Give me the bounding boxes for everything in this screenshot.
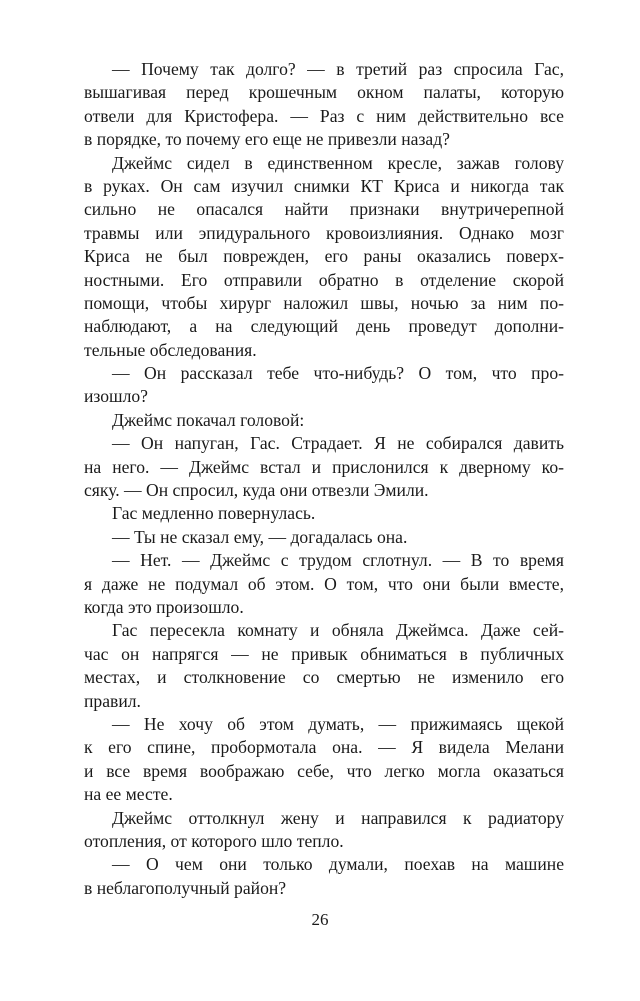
text-line: — Не хочу об этом думать, — прижимаясь щекой — [112, 713, 564, 734]
text-line: — Он напуган, Гас. Страдает. Я не собирался давить — [112, 433, 564, 454]
text-line: наблюдают, а на следующий день проведут дополни- — [84, 316, 564, 337]
text-line: к его спине, пробормотала она. — Я видела Мелани — [84, 737, 564, 758]
page-number: 26 — [311, 910, 329, 929]
text-line: помощи, чтобы хирург наложил швы, ночью за ним по- — [84, 292, 564, 313]
text-line: когда это произошло. — [84, 596, 244, 617]
text-line: и все время воображаю себе, что легко могла оказаться — [84, 760, 564, 781]
text-line: — О чем они только думали, поехав на машине — [112, 854, 564, 875]
text-line: — Он рассказал тебе что-нибудь? О том, что про- — [112, 363, 564, 384]
text-line: травмы или эпидурального кровоизлияния. Однако мозг — [84, 222, 564, 243]
text-line: час он напрягся — не привык обниматься в публичных — [84, 643, 564, 664]
text-line: я даже не подумал об этом. О том, что они были вместе, — [84, 573, 564, 594]
text-line: Джеймс оттолкнул жену и направился к радиатору — [112, 807, 564, 828]
text-line: — Ты не сказал ему, — догадалась она. — [112, 526, 408, 547]
text-line: правил. — [84, 690, 141, 711]
text-line: ностными. Его отправили обратно в отделение скорой — [84, 269, 564, 290]
text-line: — Почему так долго? — в третий раз спросила Гас, — [112, 59, 564, 79]
text-line: — Нет. — Джеймс с трудом сглотнул. — В то время — [112, 550, 564, 571]
page-text — [84, 58, 564, 900]
text-line: изошло? — [84, 386, 148, 407]
text-line: Джеймс сидел в единственном кресле, зажав голову — [112, 152, 564, 173]
text-line: Джеймс покачал головой: — [112, 409, 305, 430]
text-line: Гас медленно повернулась. — [112, 503, 316, 524]
text-line: отвели для Кристофера. — Раз с ним действительно все — [84, 105, 564, 126]
text-line: сяку. — Он спросил, куда они отвезли Эмили. — [84, 480, 429, 501]
text-line: местах, и столкновение со смертью не изменило его — [84, 667, 564, 688]
text-line: Гас пересекла комнату и обняла Джеймса. Даже сей- — [112, 620, 564, 641]
text-line: в руках. Он сам изучил снимки КТ Криса и никогда так — [84, 175, 564, 196]
text-line: на ее месте. — [84, 784, 173, 805]
text-line: тельные обследования. — [84, 339, 257, 360]
text-line: Криса не был поврежден, его раны оказались поверх- — [84, 246, 564, 267]
text-line: в порядке, то почему его еще не привезли назад? — [84, 129, 450, 150]
text-line: вышагивая перед крошечным окном палаты, которую — [84, 82, 564, 103]
text-line: сильно не опасался найти признаки внутричерепной — [84, 199, 564, 220]
text-line: в неблагополучный район? — [84, 877, 287, 898]
text-line: на него. — Джеймс встал и прислонился к дверному ко- — [84, 456, 564, 477]
text-line: отопления, от которого шло тепло. — [84, 830, 344, 851]
